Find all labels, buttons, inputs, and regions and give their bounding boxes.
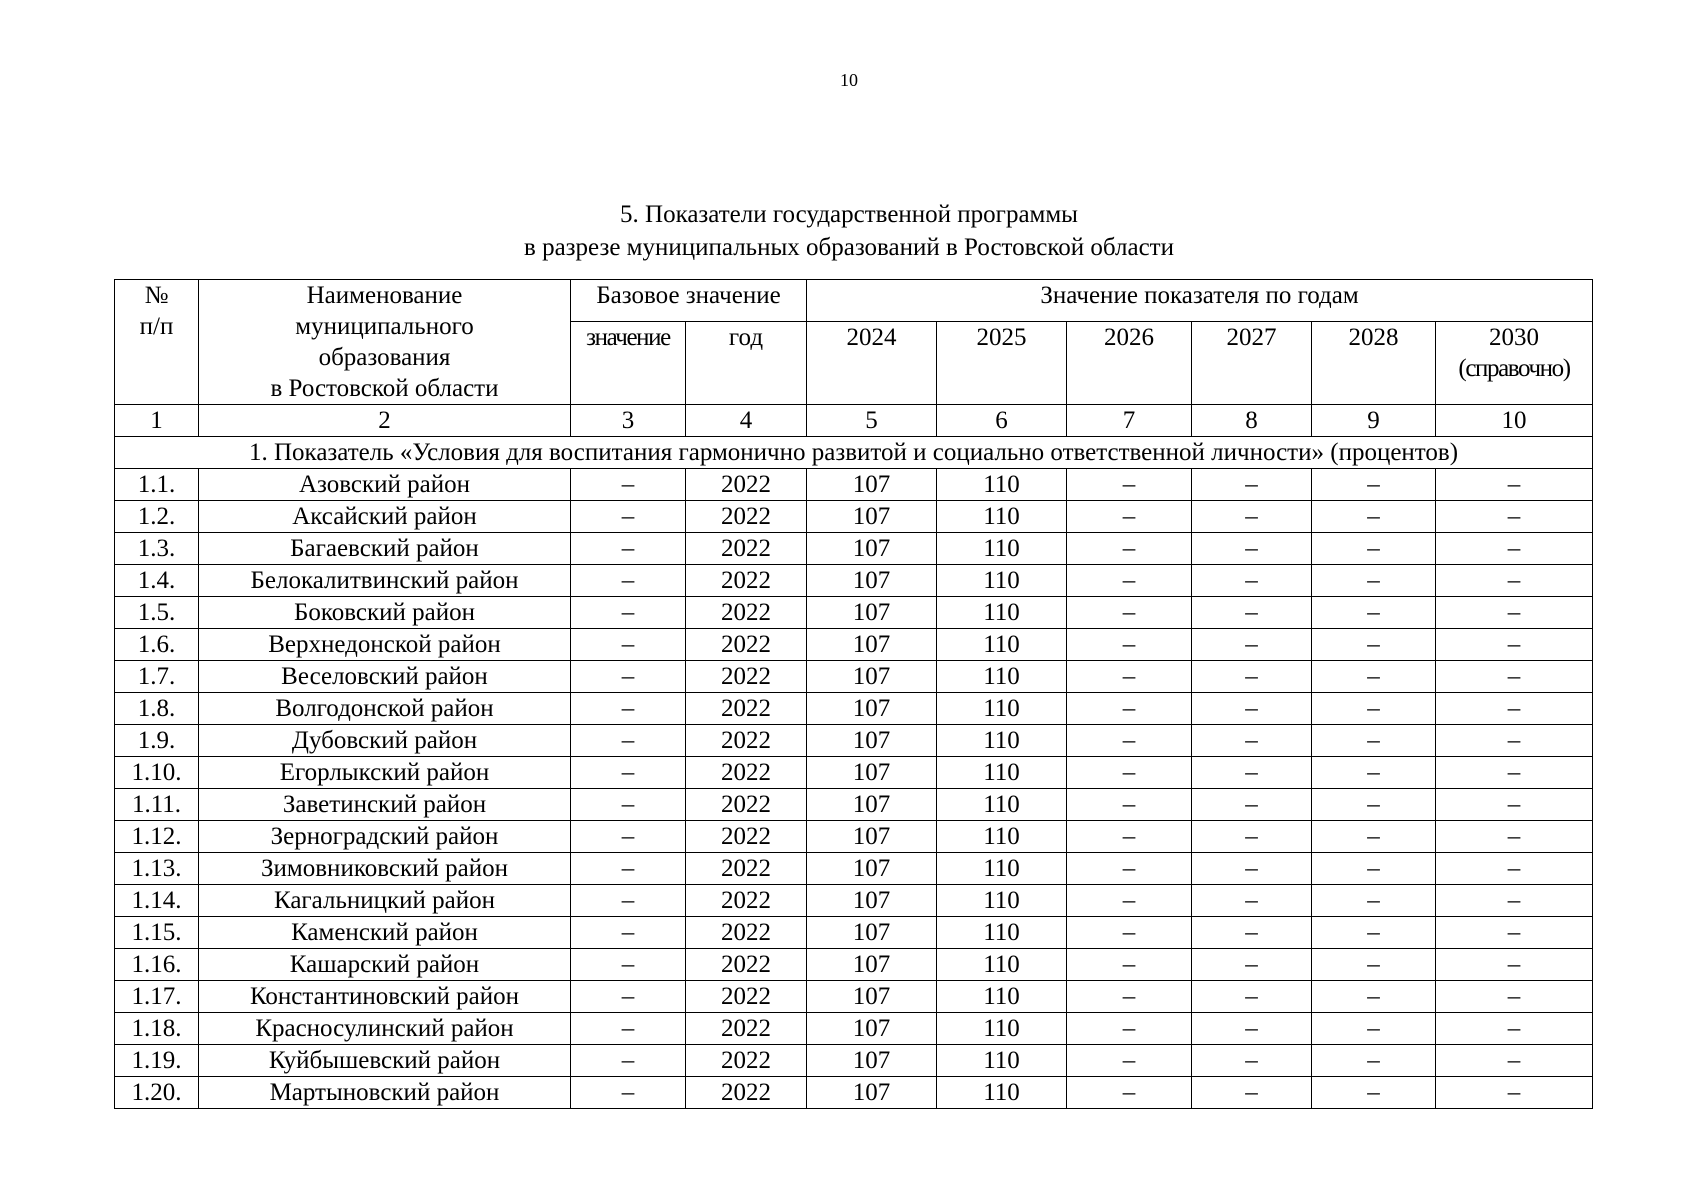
- base-year: 2022: [686, 1013, 807, 1045]
- section-title: 1. Показатель «Условия для воспитания гармонично развитой и социально ответственной личности» (процентов): [115, 437, 1593, 469]
- table-row: [115, 629, 1593, 661]
- value-2027: –: [1192, 1045, 1312, 1077]
- value-2027: –: [1192, 469, 1312, 501]
- base-value: –: [571, 693, 686, 725]
- table-title: [0, 198, 1698, 264]
- base-year: 2022: [686, 597, 807, 629]
- header-municipality-line: Наименование: [306, 282, 463, 309]
- table-row: [115, 853, 1593, 885]
- value-2024: 107: [807, 501, 937, 533]
- header-year-2025: 2025: [937, 322, 1067, 405]
- value-2030: –: [1436, 1045, 1593, 1077]
- municipality-name: Боковский район: [199, 597, 571, 629]
- value-2026: –: [1067, 629, 1192, 661]
- row-number: 1.8.: [115, 693, 199, 725]
- value-2025: 110: [937, 981, 1067, 1013]
- value-2030: –: [1436, 469, 1593, 501]
- base-value: –: [571, 949, 686, 981]
- value-2026: –: [1067, 565, 1192, 597]
- base-value: –: [571, 885, 686, 917]
- value-2028: –: [1312, 597, 1436, 629]
- value-2026: –: [1067, 789, 1192, 821]
- value-2030: –: [1436, 821, 1593, 853]
- column-number-row: [115, 405, 1593, 437]
- row-number: 1.11.: [115, 789, 199, 821]
- value-2030: –: [1436, 885, 1593, 917]
- value-2027: –: [1192, 725, 1312, 757]
- base-value: –: [571, 533, 686, 565]
- header-reference-note: (справочно): [1458, 355, 1570, 383]
- value-2028: –: [1312, 693, 1436, 725]
- value-2030: –: [1436, 533, 1593, 565]
- row-number: 1.2.: [115, 501, 199, 533]
- value-2030: –: [1436, 501, 1593, 533]
- value-2028: –: [1312, 885, 1436, 917]
- value-2024: 107: [807, 821, 937, 853]
- base-year: 2022: [686, 1045, 807, 1077]
- base-year: 2022: [686, 725, 807, 757]
- table-row: [115, 1045, 1593, 1077]
- value-2027: –: [1192, 597, 1312, 629]
- value-2026: –: [1067, 661, 1192, 693]
- header-year-2026: 2026: [1067, 322, 1192, 405]
- municipality-name: Мартыновский район: [199, 1077, 571, 1109]
- base-value: –: [571, 821, 686, 853]
- value-2025: 110: [937, 949, 1067, 981]
- value-2028: –: [1312, 917, 1436, 949]
- value-2028: –: [1312, 1077, 1436, 1109]
- base-value: –: [571, 757, 686, 789]
- value-2025: 110: [937, 693, 1067, 725]
- value-2028: –: [1312, 949, 1436, 981]
- value-2028: –: [1312, 853, 1436, 885]
- value-2027: –: [1192, 789, 1312, 821]
- value-2027: –: [1192, 885, 1312, 917]
- header-cell-municipality: [199, 280, 571, 405]
- value-2024: 107: [807, 629, 937, 661]
- value-2024: 107: [807, 917, 937, 949]
- table-row: [115, 1013, 1593, 1045]
- table-row: [115, 693, 1593, 725]
- row-number: 1.3.: [115, 533, 199, 565]
- column-number: 4: [686, 405, 807, 437]
- value-2024: 107: [807, 885, 937, 917]
- value-2028: –: [1312, 789, 1436, 821]
- value-2026: –: [1067, 501, 1192, 533]
- table-row: [115, 949, 1593, 981]
- value-2026: –: [1067, 1013, 1192, 1045]
- header-number-sign: №: [144, 282, 169, 309]
- table-title-line-1: 5. Показатели государственной программы: [620, 201, 1078, 228]
- municipality-name: Кашарский район: [199, 949, 571, 981]
- header-year-2024: 2024: [807, 322, 937, 405]
- row-number: 1.5.: [115, 597, 199, 629]
- value-2025: 110: [937, 725, 1067, 757]
- header-base-year: год: [686, 322, 807, 405]
- row-number: 1.6.: [115, 629, 199, 661]
- column-number: 2: [199, 405, 571, 437]
- base-value: –: [571, 629, 686, 661]
- column-number: 8: [1192, 405, 1312, 437]
- value-2027: –: [1192, 757, 1312, 789]
- header-year-2030: [1436, 322, 1593, 405]
- value-2030: –: [1436, 757, 1593, 789]
- value-2030: –: [1436, 981, 1593, 1013]
- value-2030: –: [1436, 725, 1593, 757]
- header-municipality-line: образования: [318, 344, 451, 371]
- value-2027: –: [1192, 949, 1312, 981]
- value-2028: –: [1312, 501, 1436, 533]
- base-year: 2022: [686, 885, 807, 917]
- value-2026: –: [1067, 853, 1192, 885]
- header-year-2028: 2028: [1312, 322, 1436, 405]
- table-row: [115, 565, 1593, 597]
- value-2024: 107: [807, 1045, 937, 1077]
- value-2025: 110: [937, 597, 1067, 629]
- municipality-name: Каменский район: [199, 917, 571, 949]
- value-2024: 107: [807, 565, 937, 597]
- value-2030: –: [1436, 565, 1593, 597]
- value-2024: 107: [807, 693, 937, 725]
- value-2030: –: [1436, 661, 1593, 693]
- value-2026: –: [1067, 949, 1192, 981]
- value-2028: –: [1312, 565, 1436, 597]
- row-number: 1.12.: [115, 821, 199, 853]
- value-2024: 107: [807, 853, 937, 885]
- table-row: [115, 757, 1593, 789]
- municipality-name: Куйбышевский район: [199, 1045, 571, 1077]
- value-2026: –: [1067, 469, 1192, 501]
- municipality-name: Зимовниковский район: [199, 853, 571, 885]
- value-2028: –: [1312, 661, 1436, 693]
- row-number: 1.17.: [115, 981, 199, 1013]
- base-value: –: [571, 725, 686, 757]
- value-2026: –: [1067, 757, 1192, 789]
- value-2025: 110: [937, 853, 1067, 885]
- value-2024: 107: [807, 533, 937, 565]
- value-2026: –: [1067, 725, 1192, 757]
- value-2027: –: [1192, 661, 1312, 693]
- municipality-name: Красносулинский район: [199, 1013, 571, 1045]
- header-year-2027: 2027: [1192, 322, 1312, 405]
- value-2025: 110: [937, 821, 1067, 853]
- value-2025: 110: [937, 565, 1067, 597]
- base-year: 2022: [686, 853, 807, 885]
- value-2025: 110: [937, 533, 1067, 565]
- header-years-group: Значение показателя по годам: [807, 280, 1593, 322]
- municipality-name: Азовский район: [199, 469, 571, 501]
- base-year: 2022: [686, 981, 807, 1013]
- row-number: 1.10.: [115, 757, 199, 789]
- value-2026: –: [1067, 1045, 1192, 1077]
- value-2024: 107: [807, 1013, 937, 1045]
- value-2026: –: [1067, 821, 1192, 853]
- table-row: [115, 821, 1593, 853]
- table-row: [115, 597, 1593, 629]
- value-2024: 107: [807, 757, 937, 789]
- header-year-2030-value: 2030: [1489, 324, 1540, 352]
- base-year: 2022: [686, 661, 807, 693]
- row-number: 1.1.: [115, 469, 199, 501]
- base-value: –: [571, 981, 686, 1013]
- value-2026: –: [1067, 533, 1192, 565]
- row-number: 1.15.: [115, 917, 199, 949]
- value-2026: –: [1067, 693, 1192, 725]
- municipality-name: Веселовский район: [199, 661, 571, 693]
- value-2030: –: [1436, 1077, 1593, 1109]
- column-number: 7: [1067, 405, 1192, 437]
- value-2024: 107: [807, 661, 937, 693]
- value-2025: 110: [937, 917, 1067, 949]
- municipality-name: Кагальницкий район: [199, 885, 571, 917]
- value-2027: –: [1192, 533, 1312, 565]
- value-2030: –: [1436, 629, 1593, 661]
- header-municipality-line: в Ростовской области: [270, 375, 499, 402]
- value-2024: 107: [807, 597, 937, 629]
- header-number-label: п/п: [139, 313, 174, 340]
- row-number: 1.9.: [115, 725, 199, 757]
- base-year: 2022: [686, 693, 807, 725]
- header-cell-number: [115, 280, 199, 405]
- table-row: [115, 661, 1593, 693]
- row-number: 1.7.: [115, 661, 199, 693]
- value-2027: –: [1192, 981, 1312, 1013]
- row-number: 1.13.: [115, 853, 199, 885]
- row-number: 1.20.: [115, 1077, 199, 1109]
- value-2030: –: [1436, 917, 1593, 949]
- value-2024: 107: [807, 981, 937, 1013]
- value-2028: –: [1312, 629, 1436, 661]
- municipality-name: Аксайский район: [199, 501, 571, 533]
- table-row: [115, 469, 1593, 501]
- row-number: 1.16.: [115, 949, 199, 981]
- base-value: –: [571, 1045, 686, 1077]
- value-2027: –: [1192, 693, 1312, 725]
- table-row: [115, 725, 1593, 757]
- section-row: [115, 437, 1593, 469]
- value-2027: –: [1192, 1013, 1312, 1045]
- value-2030: –: [1436, 949, 1593, 981]
- municipality-name: Заветинский район: [199, 789, 571, 821]
- table-row: [115, 789, 1593, 821]
- municipality-name: Верхнедонской район: [199, 629, 571, 661]
- value-2026: –: [1067, 917, 1192, 949]
- value-2026: –: [1067, 597, 1192, 629]
- municipality-name: Зерноградский район: [199, 821, 571, 853]
- base-year: 2022: [686, 789, 807, 821]
- base-year: 2022: [686, 757, 807, 789]
- value-2026: –: [1067, 981, 1192, 1013]
- value-2028: –: [1312, 1045, 1436, 1077]
- value-2030: –: [1436, 1013, 1593, 1045]
- row-number: 1.18.: [115, 1013, 199, 1045]
- value-2030: –: [1436, 693, 1593, 725]
- value-2028: –: [1312, 469, 1436, 501]
- value-2027: –: [1192, 501, 1312, 533]
- column-number: 1: [115, 405, 199, 437]
- base-year: 2022: [686, 629, 807, 661]
- base-year: 2022: [686, 565, 807, 597]
- municipality-name: Белокалитвинский район: [199, 565, 571, 597]
- table-row: [115, 885, 1593, 917]
- value-2027: –: [1192, 629, 1312, 661]
- table-title-line-2: в разрезе муниципальных образований в Ростовской области: [524, 234, 1174, 261]
- value-2027: –: [1192, 821, 1312, 853]
- value-2025: 110: [937, 1013, 1067, 1045]
- value-2025: 110: [937, 1077, 1067, 1109]
- column-number: 5: [807, 405, 937, 437]
- indicators-table: [114, 279, 1593, 1109]
- column-number: 3: [571, 405, 686, 437]
- value-2024: 107: [807, 1077, 937, 1109]
- value-2025: 110: [937, 1045, 1067, 1077]
- column-number: 10: [1436, 405, 1593, 437]
- base-year: 2022: [686, 1077, 807, 1109]
- value-2025: 110: [937, 789, 1067, 821]
- municipality-name: Константиновский район: [199, 981, 571, 1013]
- municipality-name: Егорлыкский район: [199, 757, 571, 789]
- value-2026: –: [1067, 885, 1192, 917]
- value-2025: 110: [937, 629, 1067, 661]
- row-number: 1.19.: [115, 1045, 199, 1077]
- row-number: 1.4.: [115, 565, 199, 597]
- base-year: 2022: [686, 949, 807, 981]
- base-value: –: [571, 597, 686, 629]
- value-2025: 110: [937, 757, 1067, 789]
- base-value: –: [571, 917, 686, 949]
- municipality-name: Дубовский район: [199, 725, 571, 757]
- value-2026: –: [1067, 1077, 1192, 1109]
- value-2027: –: [1192, 917, 1312, 949]
- value-2024: 107: [807, 469, 937, 501]
- base-year: 2022: [686, 501, 807, 533]
- value-2028: –: [1312, 725, 1436, 757]
- table-row: [115, 917, 1593, 949]
- base-value: –: [571, 661, 686, 693]
- value-2028: –: [1312, 821, 1436, 853]
- value-2030: –: [1436, 597, 1593, 629]
- base-year: 2022: [686, 821, 807, 853]
- value-2025: 110: [937, 885, 1067, 917]
- value-2030: –: [1436, 789, 1593, 821]
- base-value: –: [571, 469, 686, 501]
- header-row-1: [115, 280, 1593, 322]
- municipality-name: Багаевский район: [199, 533, 571, 565]
- value-2027: –: [1192, 853, 1312, 885]
- header-municipality-line: муниципального: [295, 313, 474, 340]
- base-value: –: [571, 789, 686, 821]
- page-number: 10: [840, 70, 858, 90]
- value-2028: –: [1312, 757, 1436, 789]
- base-value: –: [571, 853, 686, 885]
- value-2027: –: [1192, 1077, 1312, 1109]
- value-2025: 110: [937, 661, 1067, 693]
- row-number: 1.14.: [115, 885, 199, 917]
- base-year: 2022: [686, 917, 807, 949]
- value-2028: –: [1312, 1013, 1436, 1045]
- value-2028: –: [1312, 533, 1436, 565]
- base-value: –: [571, 1077, 686, 1109]
- value-2028: –: [1312, 981, 1436, 1013]
- value-2030: –: [1436, 853, 1593, 885]
- table-row: [115, 981, 1593, 1013]
- header-base-value: значение: [571, 322, 686, 405]
- value-2025: 110: [937, 501, 1067, 533]
- value-2024: 107: [807, 789, 937, 821]
- base-value: –: [571, 565, 686, 597]
- column-number: 6: [937, 405, 1067, 437]
- base-year: 2022: [686, 533, 807, 565]
- base-value: –: [571, 1013, 686, 1045]
- table-row: [115, 1077, 1593, 1109]
- municipality-name: Волгодонской район: [199, 693, 571, 725]
- table-row: [115, 533, 1593, 565]
- value-2024: 107: [807, 725, 937, 757]
- base-year: 2022: [686, 469, 807, 501]
- value-2027: –: [1192, 565, 1312, 597]
- header-base-group: Базовое значение: [571, 280, 807, 322]
- column-number: 9: [1312, 405, 1436, 437]
- value-2025: 110: [937, 469, 1067, 501]
- base-value: –: [571, 501, 686, 533]
- table-row: [115, 501, 1593, 533]
- value-2024: 107: [807, 949, 937, 981]
